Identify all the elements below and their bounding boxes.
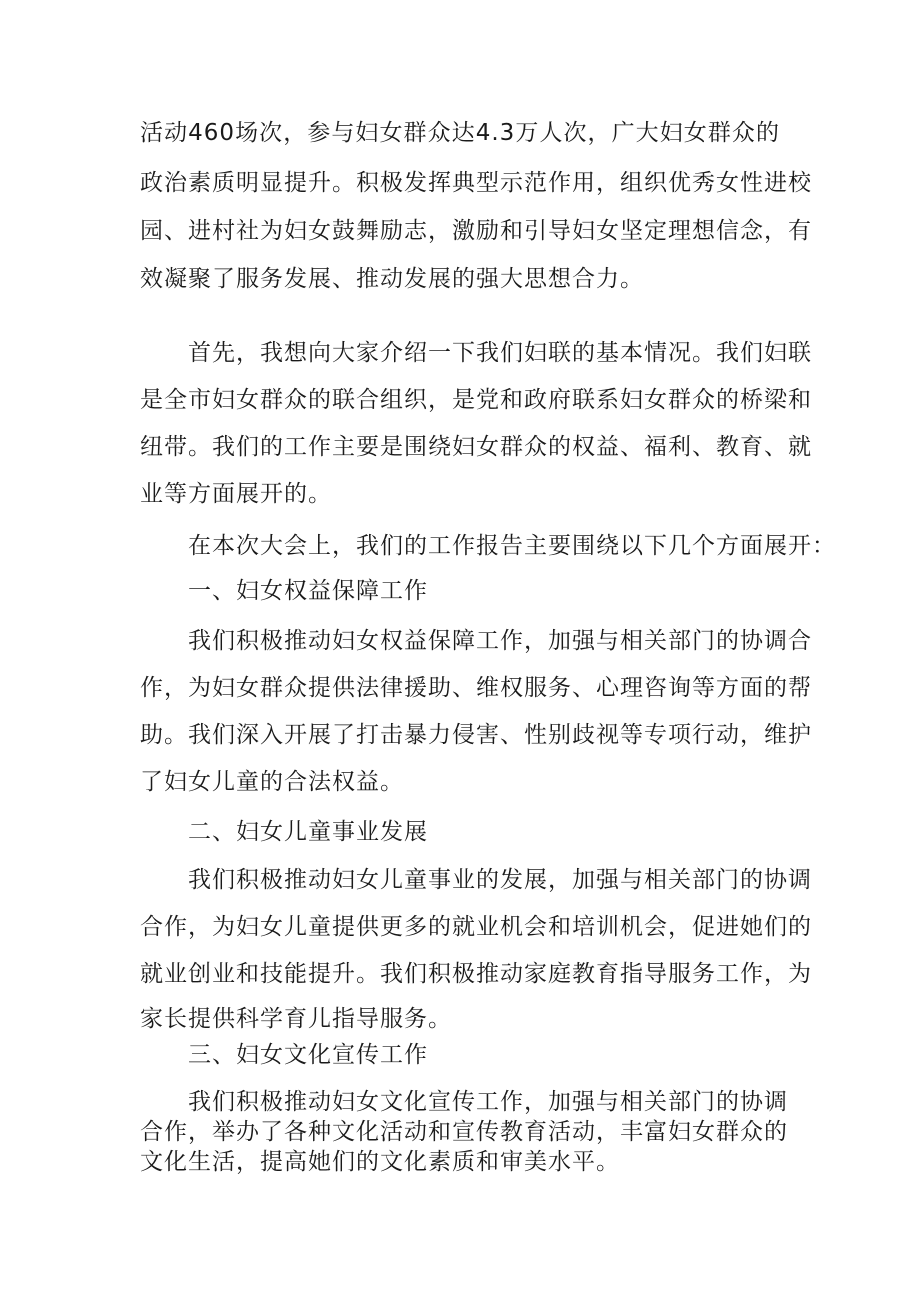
paragraph-line: 了妇女儿童的合法权益。 [140,769,404,795]
paragraph-line: 我们积极推动妇女儿童事业的发展，加强与相关部门的协调 [188,867,812,893]
paragraph-line: 家长提供科学育儿指导服务。 [140,1006,452,1032]
paragraph-line: 我们积极推动妇女文化宣传工作，加强与相关部门的协调 [188,1089,788,1115]
paragraph-line: 文化生活，提高她们的文化素质和审美水平。 [140,1149,620,1175]
section-heading: 三、妇女文化宣传工作 [188,1042,428,1068]
section-heading: 二、妇女儿童事业发展 [188,819,428,845]
paragraph-line: 是全市妇女群众的联合组织，是党和政府联系妇女群众的桥梁和 [140,387,812,413]
paragraph-line: 我们积极推动妇女权益保障工作，加强与相关部门的协调合 [188,628,812,654]
section-heading: 一、妇女权益保障工作 [188,578,428,604]
paragraph-line: 合作，为妇女儿童提供更多的就业机会和培训机会，促进她们的 [140,914,812,940]
paragraph-line: 效凝聚了服务发展、推动发展的强大思想合力。 [140,266,644,292]
paragraph-line: 纽带。我们的工作主要是围绕妇女群众的权益、福利、教育、就 [140,434,812,460]
paragraph-line: 就业创业和技能提升。我们积极推动家庭教育指导服务工作，为 [140,961,812,987]
paragraph-line: 作，为妇女群众提供法律援助、维权服务、心理咨询等方面的帮 [140,675,812,701]
paragraph-line: 助。我们深入开展了打击暴力侵害、性别歧视等专项行动，维护 [140,722,812,748]
paragraph-line: 在本次大会上，我们的工作报告主要围绕以下几个方面展开： [188,533,836,559]
paragraph-line: 业等方面展开的。 [140,481,332,507]
paragraph-line: 园、进村社为妇女鼓舞励志，激励和引导妇女坚定理想信念，有 [140,218,812,244]
paragraph-line: 活动460场次，参与妇女群众达4.3万人次，广大妇女群众的 [140,120,780,146]
paragraph-line: 合作，举办了各种文化活动和宣传教育活动，丰富妇女群众的 [140,1119,788,1145]
paragraph-line: 政治素质明显提升。积极发挥典型示范作用，组织优秀女性进校 [140,170,812,196]
paragraph-line: 首先，我想向大家介绍一下我们妇联的基本情况。我们妇联 [188,340,812,366]
